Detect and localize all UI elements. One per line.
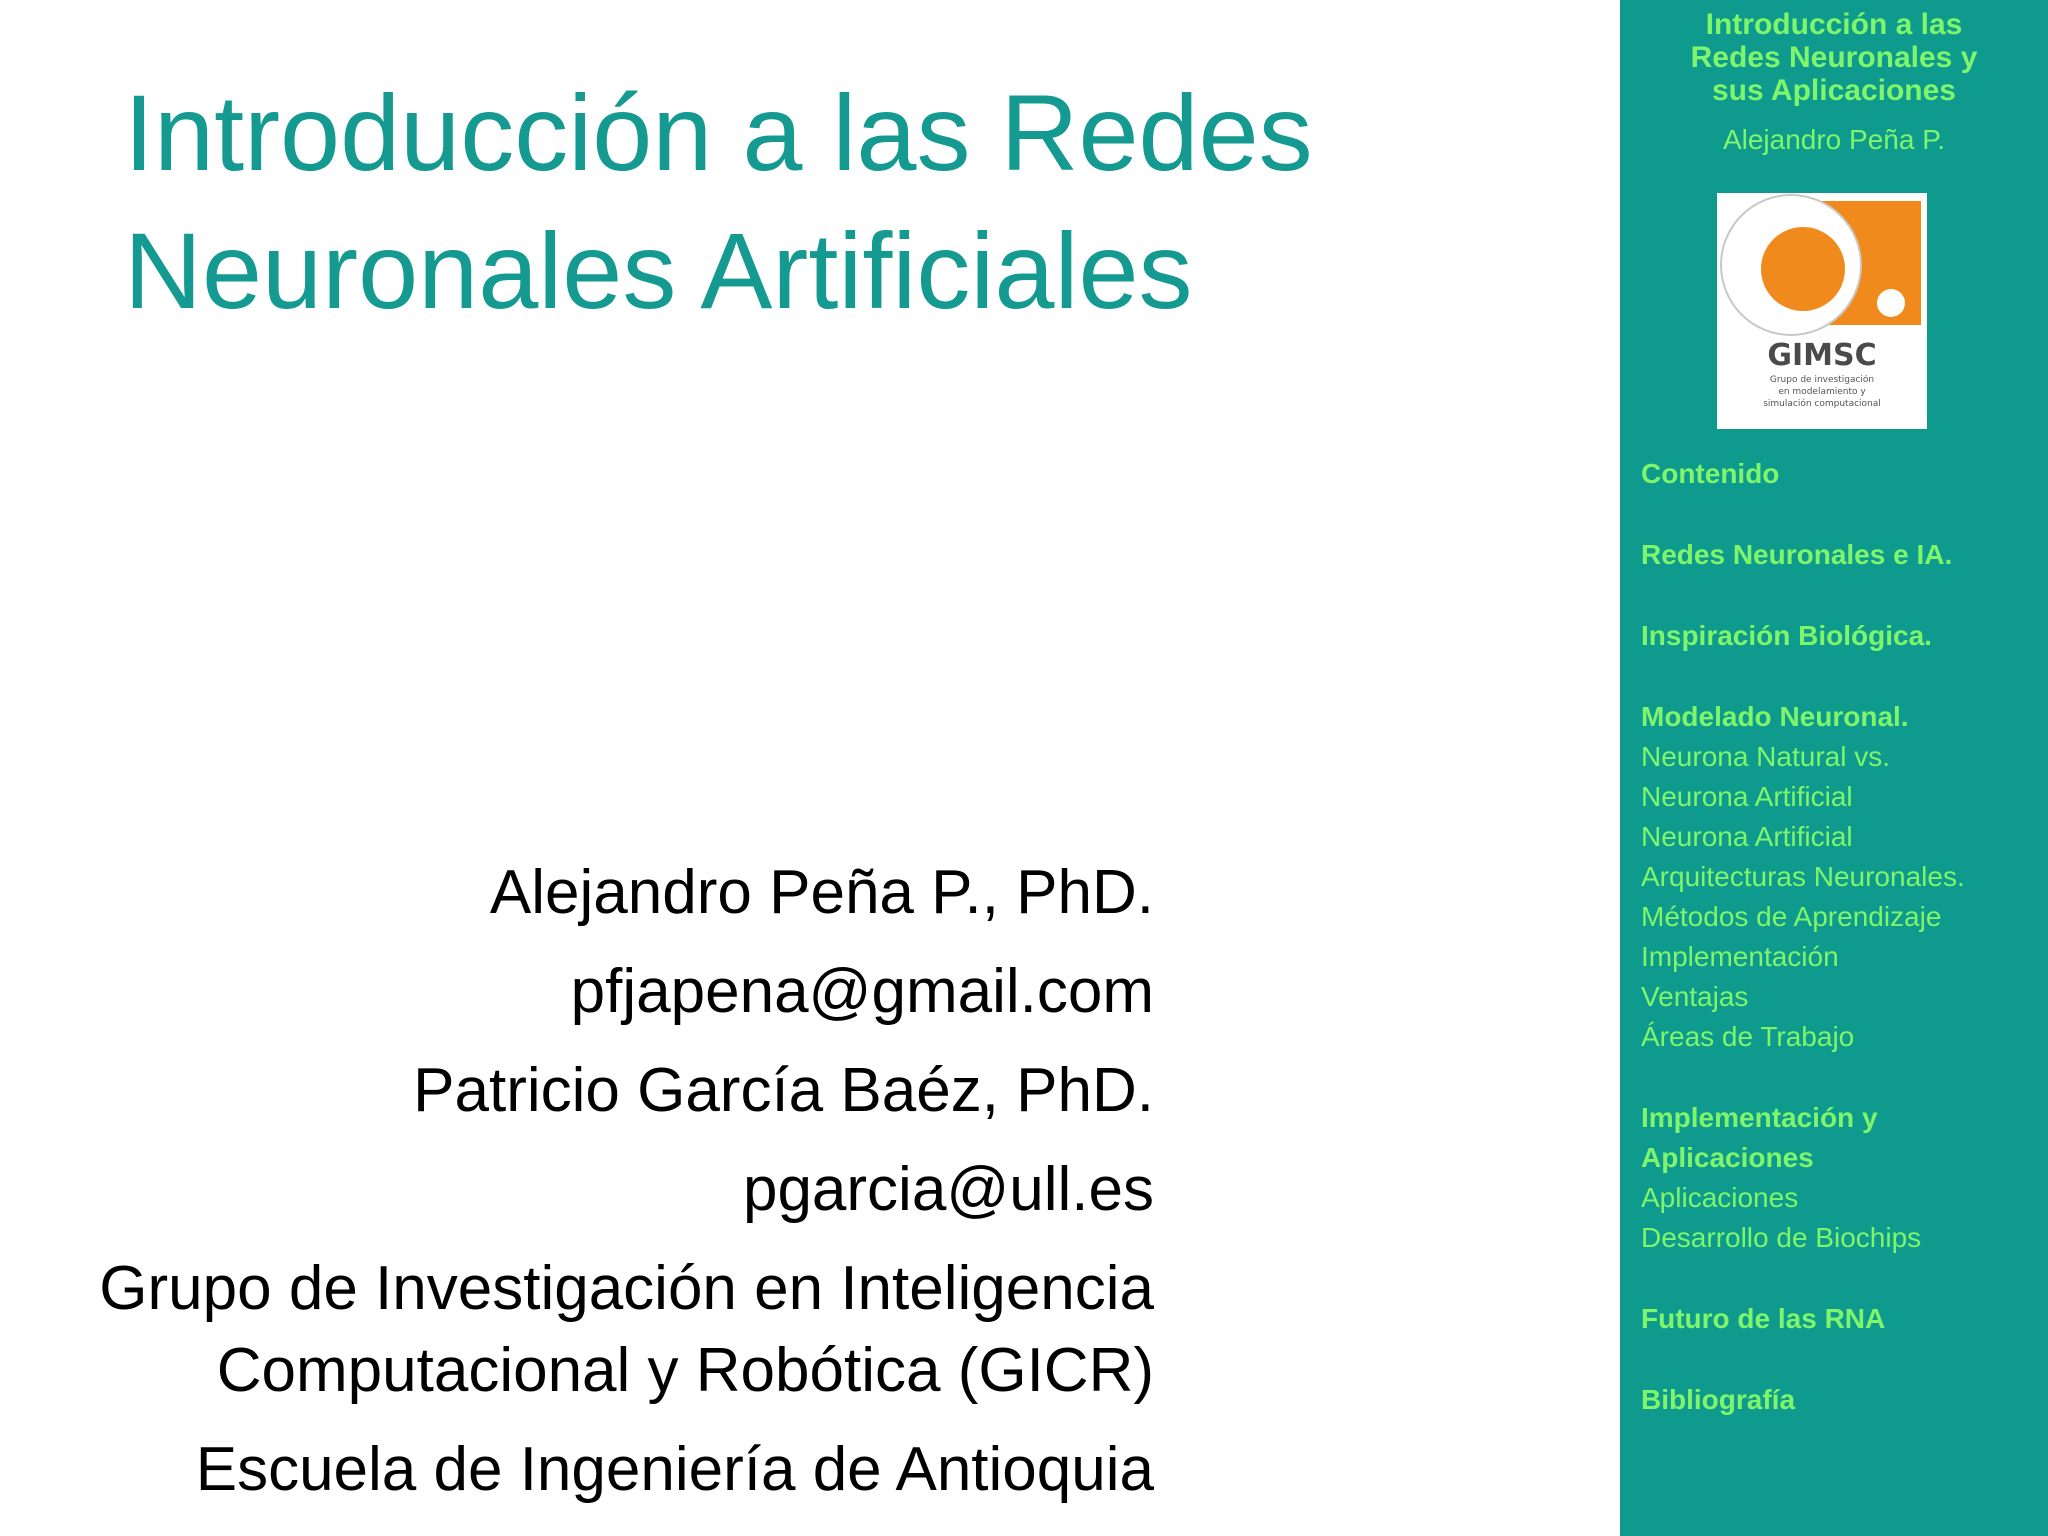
nav-item-implementacion-cont[interactable]: Aplicaciones [1641, 1142, 1814, 1173]
author-email: pgarcia@ull.es [742, 1155, 1154, 1224]
nav-subitem[interactable]: Ventajas [1641, 981, 1749, 1012]
affiliation-line: Computacional y Robótica (GICR) [216, 1336, 1154, 1405]
nav-subitem[interactable]: Métodos de Aprendizaje [1641, 901, 1942, 932]
logo-acronym: GIMSC [1767, 338, 1877, 373]
slide-title [124, 64, 1574, 340]
sidebar-title-line: sus Aplicaciones [1712, 74, 1956, 107]
slide-title-line: Introducción a las Redes [124, 72, 1313, 193]
logo-caption-line: Grupo de investigación [1769, 375, 1875, 385]
nav-subitem[interactable]: Neurona Artificial [1641, 821, 1853, 852]
sidebar-title-line: Introducción a las [1705, 8, 1963, 41]
sidebar-title [1620, 8, 2048, 107]
gimsc-logo [1717, 193, 1927, 429]
slide-title-line: Neuronales Artificiales [124, 210, 1193, 331]
author-name: Alejandro Peña P., PhD. [489, 858, 1154, 927]
sidebar [1620, 0, 2048, 1536]
author-email: pfjapena@gmail.com [570, 957, 1154, 1026]
nav-subitem[interactable]: Implementación [1641, 941, 1839, 972]
nav-item-modelado[interactable]: Modelado Neuronal. [1641, 701, 1909, 732]
nav-item-inspiracion[interactable]: Inspiración Biológica. [1641, 620, 1932, 651]
nav-subitem[interactable]: Neurona Natural vs. [1641, 741, 1891, 772]
sidebar-author: Alejandro Peña P. [1722, 124, 1946, 155]
authors-block [0, 852, 1154, 1528]
affiliation-line: Grupo de Investigación en Inteligencia [99, 1254, 1154, 1323]
logo-caption-line: en modelamiento y [1778, 387, 1866, 397]
sidebar-title-line: Redes Neuronales y [1690, 41, 1978, 74]
sidebar-nav [1641, 454, 2041, 1420]
nav-subitem[interactable]: Áreas de Trabajo [1641, 1021, 1855, 1052]
nav-subitem[interactable]: Aplicaciones [1641, 1182, 1799, 1213]
author-name: Patricio García Baéz, PhD. [413, 1056, 1154, 1125]
nav-item-implementacion[interactable]: Implementación y [1641, 1102, 1878, 1133]
institution-line: Escuela de Ingeniería de Antioquia [195, 1435, 1154, 1504]
nav-subitem[interactable]: Arquitecturas Neuronales. [1641, 861, 1965, 892]
nav-subitem[interactable]: Desarrollo de Biochips [1641, 1222, 1922, 1253]
nav-item-redes-ia[interactable]: Redes Neuronales e IA. [1641, 539, 1953, 570]
nav-item-contenido[interactable]: Contenido [1641, 458, 1780, 489]
nav-subitem[interactable]: Neurona Artificial [1641, 781, 1853, 812]
nav-item-futuro[interactable]: Futuro de las RNA [1641, 1303, 1886, 1334]
nav-item-bibliografia[interactable]: Bibliografía [1641, 1384, 1796, 1415]
logo-caption-line: simulación computacional [1763, 399, 1881, 409]
